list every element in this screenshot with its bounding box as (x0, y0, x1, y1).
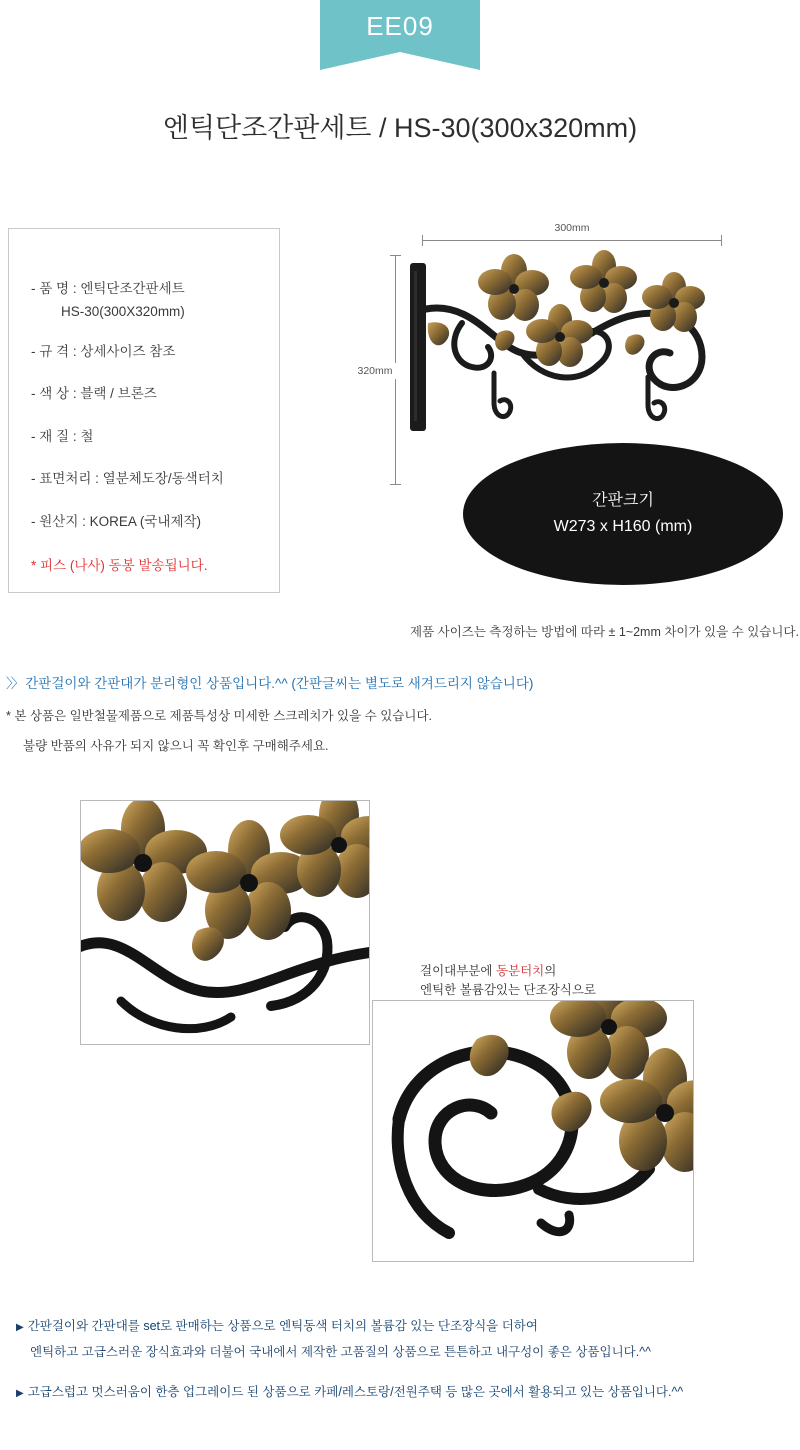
sign-plate (463, 443, 783, 585)
iron-bracket-illustration (402, 245, 742, 475)
header-banner-area (0, 0, 800, 60)
triangle-bullet-icon-2: ▶ (16, 1388, 24, 1399)
triangle-bullet-icon: ▶ (16, 1322, 24, 1333)
spec-item-finish: - 표면처리 : 열분체도장/동색터치 (31, 471, 224, 487)
detail-photo-flowers-image (81, 801, 370, 1045)
caption-highlight: 동분터치 (495, 964, 545, 978)
page-title: 엔틱단조간판세트 / HS-30(300x320mm) (162, 113, 638, 143)
spec-item-origin: - 원산지 : KOREA (국내제작) (31, 513, 202, 529)
caption-line-2: 엔틱한 볼륨감있는 단조장식으로 (420, 983, 596, 998)
dimension-width-label: 300mm (548, 222, 595, 234)
caption-line-1 (420, 962, 599, 981)
detail-photo-scroll-image (373, 1001, 694, 1262)
double-chevron-icon: 〉〉 (6, 676, 23, 691)
dimension-height-label: 320mm (352, 363, 398, 379)
notice-headline-text: 간판걸이와 간판대가 분리형인 상품입니다.^^ (간판글씨는 별도로 새겨드리지 않습니다) (25, 676, 534, 691)
caption-line-1-pre: 걸이대부분에 (420, 964, 496, 978)
dimension-width-line (422, 240, 722, 241)
spec-item-size: - 규 격 : 상세사이즈 참조 (31, 343, 176, 359)
spec-list-rest (9, 342, 279, 532)
sign-plate-size: W273 x H160 (mm) (553, 518, 693, 535)
bottom-row-2 (16, 1382, 796, 1402)
notice-line-2: 불량 반품의 사유가 되지 않으니 꼭 확인후 구매해주세요. (23, 739, 329, 753)
sign-plate-title: 간판크기 (592, 492, 654, 510)
spec-item-material: - 재 질 : 철 (31, 428, 94, 444)
spec-item-name: - 품 명 : 엔틱단조간판세트 (31, 281, 185, 296)
detail-photo-flowers (80, 800, 370, 1045)
notice-block (6, 672, 796, 766)
spec-item-color: - 색 상 : 블랙 / 브론즈 (31, 386, 157, 402)
bottom-row-1-sub: 엔틱하고 고급스러운 장식효과와 더불어 국내에서 제작한 고품질의 상품으로 튼튼하고 내구성이 좋은 상품입니다.^^ (30, 1345, 651, 1359)
spec-screw-note: * 피스 (나사) 동봉 발송됩니다. (31, 558, 208, 574)
bottom-row-1-text: 간판걸이와 간판대를 set로 판매하는 상품으로 엔틱동색 터치의 볼륨감 있는 단조장식을 더하여 (27, 1319, 538, 1333)
product-code-badge: EE09 (320, 0, 480, 52)
notice-line-1: * 본 상품은 일반철물제품으로 제품특성상 미세한 스크레치가 있을 수 있습니다. (6, 709, 432, 723)
spec-item-model: HS-30(300X320mm) (61, 303, 185, 319)
banner-notch-shape (320, 52, 480, 70)
notice-headline (6, 672, 796, 692)
product-diagram (330, 215, 790, 615)
spec-list (9, 229, 279, 299)
size-tolerance-note: 제품 사이즈는 측정하는 방법에 따라 ± 1~2mm 차이가 있을 수 있습니다. (410, 625, 799, 639)
dimension-height-cap-top (390, 255, 401, 256)
detail-photo-scroll (372, 1000, 694, 1262)
dimension-height-cap-bottom (390, 484, 401, 485)
spec-box (8, 228, 280, 593)
caption-line-1-post: 의 (544, 964, 557, 978)
bottom-row-2-text: 고급스럽고 멋스러움이 한층 업그레이드 된 상품으로 카페/레스토랑/전원주택 등 많은 곳에서 활용되고 있는 상품입니다.^^ (27, 1385, 684, 1399)
bottom-description (16, 1316, 796, 1408)
bottom-row-1 (16, 1316, 796, 1336)
